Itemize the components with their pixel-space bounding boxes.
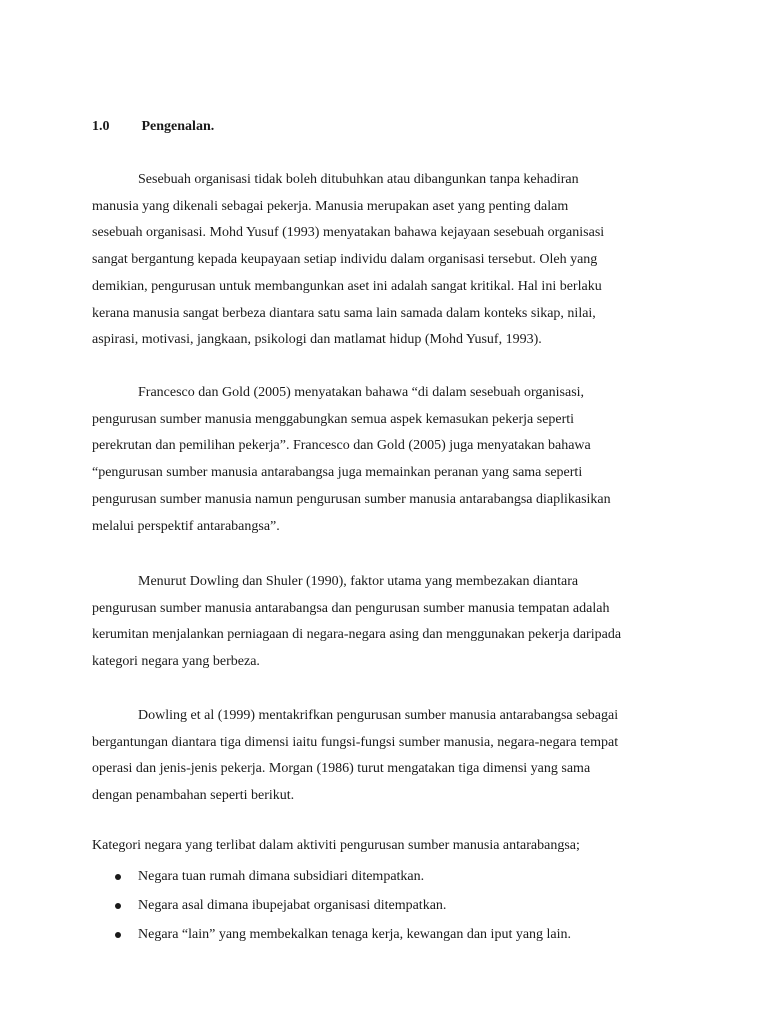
paragraph-line: dengan penambahan seperti berikut. — [92, 788, 295, 804]
list-item-text: Negara tuan rumah dimana subsidiari ditempatkan. — [138, 869, 425, 884]
paragraph-line: pengurusan sumber manusia antarabangsa dan pengurusan sumber manusia tempatan adalah — [92, 600, 610, 616]
list-item-text: Negara asal dimana ibupejabat organisasi ditempatkan. — [138, 898, 447, 913]
section-title: Pengenalan. — [141, 119, 215, 134]
list-item-text: Negara “lain” yang membekalkan tenaga kerja, kewangan dan iput yang lain. — [138, 927, 572, 942]
paragraph-line: aspirasi, motivasi, jangkaan, psikologi dan matlamat hidup (Mohd Yusuf, 1993). — [92, 332, 542, 348]
paragraph-3 — [92, 569, 692, 676]
bullet-list — [92, 864, 571, 951]
paragraph-2 — [92, 380, 692, 540]
section-heading — [92, 119, 214, 135]
paragraph-line: operasi dan jenis-jenis pekerja. Morgan (1986) turut mengatakan tiga dimensi yang sama — [92, 761, 591, 777]
paragraph-line: kategori negara yang berbeza. — [92, 654, 260, 670]
bullet-icon — [115, 932, 121, 938]
paragraph-line: sangat bergantung kepada keupayaan setiap individu dalam organisasi tersebut. Oleh yang — [92, 252, 598, 268]
paragraph-line: Menurut Dowling dan Shuler (1990), faktor utama yang membezakan diantara — [138, 574, 579, 589]
paragraph-1 — [92, 167, 692, 354]
paragraph-line: manusia yang dikenali sebagai pekerja. Manusia merupakan aset yang penting dalam — [92, 198, 569, 214]
paragraph-line: “pengurusan sumber manusia antarabangsa juga memainkan peranan yang sama seperti — [92, 465, 583, 481]
bullet-icon — [115, 903, 121, 909]
paragraph-line: melalui perspektif antarabangsa”. — [92, 518, 280, 534]
bullet-icon — [115, 874, 121, 880]
paragraph-4 — [92, 703, 692, 810]
paragraph-line: demikian, pengurusan untuk membangunkan aset ini adalah sangat kritikal. Hal ini berlaku — [92, 278, 602, 294]
paragraph-line: bergantungan diantara tiga dimensi iaitu fungsi-fungsi sumber manusia, negara-negara tempat — [92, 734, 619, 750]
paragraph-line: pengurusan sumber manusia namun pengurusan sumber manusia antarabangsa diaplikasikan — [92, 491, 611, 507]
section-number: 1.0 — [92, 119, 110, 134]
paragraph-line: kerana manusia sangat berbeza diantara satu sama lain samada dalam konteks sikap, nilai, — [92, 305, 596, 321]
paragraph-line: Francesco dan Gold (2005) menyatakan bahawa “di dalam sesebuah organisasi, — [138, 385, 585, 400]
list-item — [92, 922, 571, 951]
list-intro: Kategori negara yang terlibat dalam aktiviti pengurusan sumber manusia antarabangsa; — [92, 838, 580, 853]
paragraph-line: sesebuah organisasi. Mohd Yusuf (1993) menyatakan bahawa kejayaan sesebuah organisasi — [92, 225, 605, 241]
paragraph-line: Sesebuah organisasi tidak boleh ditubuhkan atau dibangunkan tanpa kehadiran — [138, 172, 579, 187]
list-item — [92, 893, 571, 922]
paragraph-line: kerumitan menjalankan perniagaan di negara-negara asing dan menggunakan pekerja daripada — [92, 627, 622, 643]
paragraph-line: perekrutan dan pemilihan pekerja”. Francesco dan Gold (2005) juga menyatakan bahawa — [92, 438, 591, 454]
list-item — [92, 864, 571, 893]
paragraph-line: pengurusan sumber manusia menggabungkan semua aspek kemasukan pekerja seperti — [92, 411, 575, 427]
paragraph-line: Dowling et al (1999) mentakrifkan pengurusan sumber manusia antarabangsa sebagai — [138, 708, 619, 723]
